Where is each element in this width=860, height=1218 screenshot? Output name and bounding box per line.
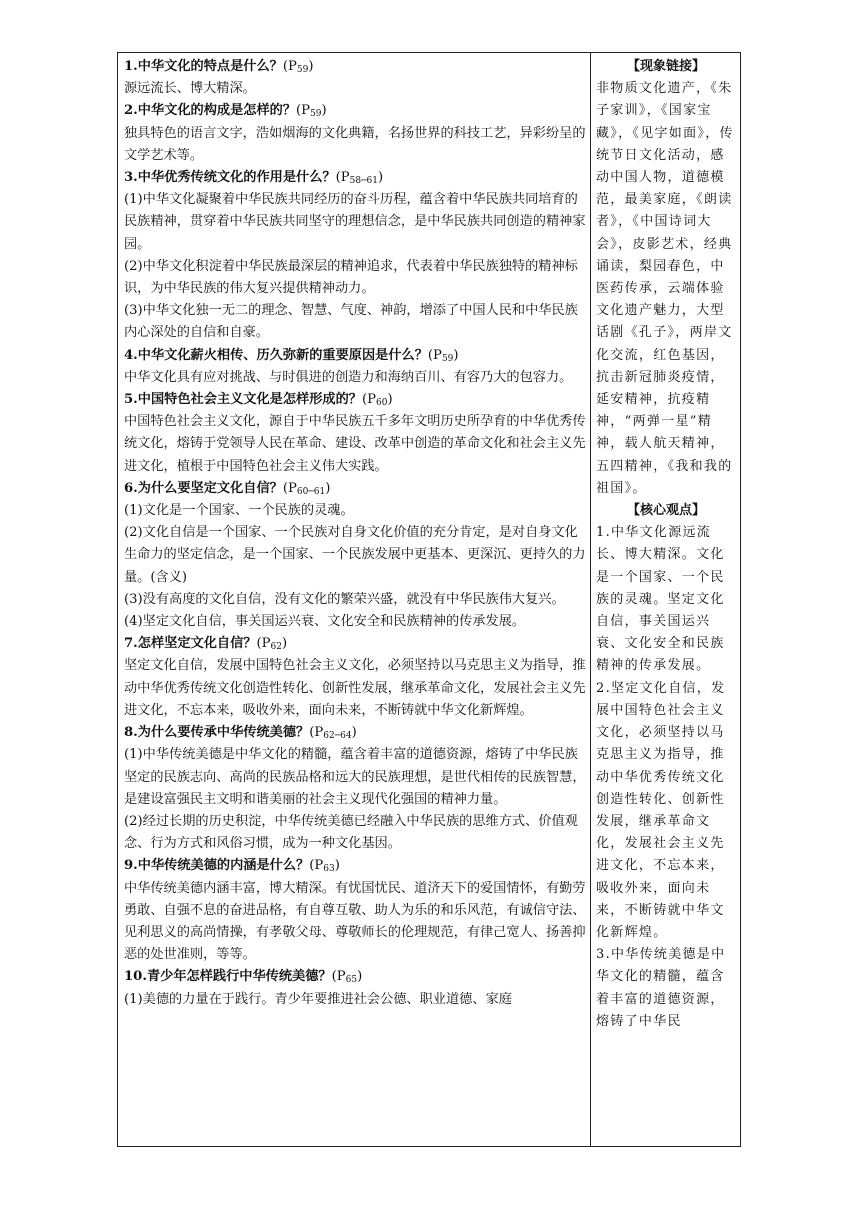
page-ref-suffix: )	[334, 858, 340, 874]
question-number: 5.	[124, 392, 138, 408]
answer-paragraph: 中华文化具有应对挑战、与时俱进的创造力和海纳百川、有容乃大的包容力。	[124, 369, 573, 385]
page-ref-number: 59	[441, 353, 454, 364]
page-ref	[362, 392, 393, 407]
page-ref	[296, 103, 327, 118]
page-ref-prefix: (P	[282, 480, 297, 496]
question-heading	[124, 167, 586, 189]
sidebar-core-point-2: 2.坚定文化自信，发展中国特色社会主义文化，必须坚持以马克思主义为指导，推动中华优秀传统文化创造性转化、创新性发展，继承革命文化，发展社会主义先进文化，不忘本来，吸收外来，面向未来，不断铸就中华文化新辉煌。	[596, 680, 726, 940]
answer-paragraph: (1)美德的力量在于践行。青少年要推进社会公德、职业道德、家庭	[124, 991, 512, 1007]
page-ref-prefix: (P	[309, 725, 324, 741]
page-ref-number: 59	[310, 109, 322, 120]
page-ref	[332, 969, 363, 984]
page-ref-prefix: (P	[335, 170, 350, 186]
question-heading	[124, 855, 586, 877]
page-ref	[309, 858, 340, 873]
question-title: 中华文化的特点是什么？	[137, 59, 283, 74]
page-ref-prefix: (P	[427, 347, 442, 363]
sidebar-core-point-1: 1.中华文化源远流长、博大精深。文化是一个国家、一个民族的灵魂。坚定文化自信，事关国运兴衰、文化安全和民族精神的传承发展。	[596, 525, 725, 674]
answer-paragraph: (4)坚定文化自信，事关国运兴衰、文化安全和民族精神的传承发展。	[124, 614, 526, 630]
page-ref-suffix: )	[321, 103, 327, 119]
answer-paragraph: (2)文化自信是一个国家、一个民族对自身文化价值的充分肯定，是对自身文化生命力的坚定信念，是一个国家、一个民族发展中更基本、更深沉、更持久的力量。(含义)	[124, 525, 586, 585]
page-ref-prefix: (P	[331, 969, 346, 985]
question-number: 3.	[124, 170, 138, 186]
content-table	[117, 52, 741, 1147]
page-ref-suffix: )	[351, 725, 357, 741]
page-ref-prefix: (P	[282, 59, 297, 74]
sidebar-heading-core: 【核心观点】	[626, 503, 705, 519]
answer-paragraph: 中华传统美德内涵丰富，博大精深。有忧国忧民、道济天下的爱国情怀，有勤劳勇敢、自强不息的奋进品格，有自尊互敬、助人为乐的和乐风范，有诚信守法、见利思义的高尚情操，有孝敬父母、尊敬师长的伦理规范，有律己宽人、扬善抑恶的处世准则，等等。	[124, 880, 586, 963]
page-ref-number: 62	[270, 642, 282, 653]
page-ref-prefix: (P	[256, 636, 271, 652]
answer-paragraph: (1)中华传统美德是中华文化的精髓，蕴含着丰富的道德资源，熔铸了中华民族坚定的民族志向、高尚的民族品格和远大的民族理想，是世代相传的民族智慧，是建设富强民主文明和谐美丽的社会主义现代化强国的精神力量。	[124, 747, 586, 807]
page-ref	[309, 725, 357, 740]
question-heading	[124, 56, 586, 78]
answer-paragraph: 坚定文化自信，发展中国特色社会主义文化，必须坚持以马克思主义为指导，推动中华优秀传统文化创造性转化、创新性发展，继承革命文化，发展社会主义先进文化，不忘本来，吸收外来，面向未来，不断铸就中华文化新辉煌。	[124, 658, 586, 718]
page-ref	[428, 348, 459, 363]
question-title: 青少年怎样践行中华传统美德？	[146, 969, 332, 985]
question-heading	[124, 633, 586, 655]
page-ref-suffix: )	[357, 969, 363, 985]
page-ref-number: 60─61	[296, 486, 326, 497]
question-heading	[124, 100, 586, 122]
question-title: 中华文化薪火相传、历久弥新的重要原因是什么？	[137, 347, 428, 363]
page-ref-number: 58─61	[349, 176, 378, 187]
question-number: 10.	[124, 969, 147, 985]
page-ref-number: 60	[376, 398, 388, 409]
sidebar-heading-phenomena: 【现象链接】	[626, 59, 705, 74]
question-heading	[124, 389, 586, 411]
question-heading	[124, 478, 586, 500]
page-ref-prefix: (P	[309, 858, 324, 874]
page-ref-number: 65	[345, 975, 358, 986]
answer-paragraph: (2)中华文化积淀着中华民族最深层的精神追求，代表着中华民族独特的精神标识，为中华民族的伟大复兴提供精神动力。	[124, 258, 578, 297]
page-ref-number: 59	[296, 65, 309, 75]
page-ref-number: 63	[323, 864, 335, 875]
question-title: 为什么要传承中华传统美德？	[137, 725, 310, 741]
page-ref	[256, 636, 287, 651]
answer-paragraph: (1)文化是一个国家、一个民族的灵魂。	[124, 503, 354, 519]
page-ref	[283, 59, 314, 74]
question-number: 1.	[124, 59, 138, 74]
answer-paragraph: (3)没有高度的文化自信，没有文化的繁荣兴盛，就没有中华民族伟大复兴。	[124, 591, 565, 607]
page-ref-suffix: )	[281, 636, 288, 652]
question-number: 2.	[124, 103, 138, 119]
question-heading	[124, 722, 586, 744]
question-title: 怎样坚定文化自信？	[137, 636, 257, 652]
sidebar-column	[596, 56, 736, 1033]
page-ref-suffix: )	[387, 392, 393, 408]
page-ref	[283, 481, 331, 496]
column-divider	[590, 53, 591, 1146]
page-ref-suffix: )	[325, 480, 331, 496]
answer-paragraph: 独具特色的语言文字，浩如烟海的文化典籍，名扬世界的科技工艺，异彩纷呈的文学艺术等。	[124, 125, 586, 163]
question-number: 7.	[124, 636, 138, 652]
question-number: 4.	[124, 347, 138, 363]
question-title: 中华优秀传统文化的作用是什么？	[137, 170, 336, 186]
question-title: 为什么要坚定文化自信？	[137, 480, 283, 496]
sidebar-phenomena-text: 非物质文化遗产，《朱子家训》，《国家宝藏》，《见字如面》，传统节日文化活动，感动中国人物，道德模范，最美家庭，《朗读者》，《中国诗词大会》，皮影艺术，经典诵读，梨园春色，中医药传承，云端体验文化遗产魅力，大型话剧《孔子》，两岸文化交流，红色基因，抗击新冠肺炎疫情，延安精神，抗疫精神，“两弹一星”精神，载人航天精神，五四精神，《我和我的祖国》。	[596, 81, 734, 496]
page-ref	[336, 170, 384, 185]
page-ref-number: 62─64	[323, 731, 352, 742]
question-title: 中华文化的构成是怎样的？	[137, 103, 297, 119]
question-title: 中国特色社会主义文化是怎样形成的？	[137, 392, 362, 408]
question-title: 中华传统美德的内涵是什么？	[137, 858, 310, 874]
page-ref-suffix: )	[377, 170, 384, 186]
answer-paragraph: (2)经过长期的历史积淀，中华传统美德已经融入中华民族的思维方式、价值观念、行为方式和风俗习惯，成为一种文化基因。	[124, 813, 578, 852]
page-ref-prefix: (P	[296, 103, 311, 119]
answer-paragraph: 源远流长、博大精深。	[124, 81, 256, 97]
page-ref-suffix: )	[453, 347, 459, 363]
question-number: 8.	[124, 725, 138, 741]
qa-column	[124, 56, 586, 1011]
question-number: 6.	[124, 480, 138, 496]
question-heading	[124, 966, 586, 988]
question-number: 9.	[124, 858, 138, 874]
page-ref-prefix: (P	[361, 392, 376, 408]
answer-paragraph: (3)中华文化独一无二的理念、智慧、气度、神韵，增添了中国人民和中华民族内心深处的自信和自豪。	[124, 303, 578, 341]
answer-paragraph: 中国特色社会主义文化，源自于中华民族五千多年文明历史所孕育的中华优秀传统文化，熔铸于党领导人民在革命、建设、改革中创造的革命文化和社会主义先进文化，植根于中国特色社会主义伟大实践。	[124, 414, 586, 474]
page-ref-suffix: )	[308, 59, 314, 74]
question-heading	[124, 345, 586, 367]
sidebar-core-point-3: 3.中华传统美德是中华文化的精髓，蕴含着丰富的道德资源，熔铸了中华民	[596, 947, 726, 1029]
answer-paragraph: (1)中华文化凝聚着中华民族共同经历的奋斗历程，蕴含着中华民族共同培育的民族精神，贯穿着中华民族共同坚守的理想信念，是中华民族共同创造的精神家园。	[124, 192, 586, 252]
